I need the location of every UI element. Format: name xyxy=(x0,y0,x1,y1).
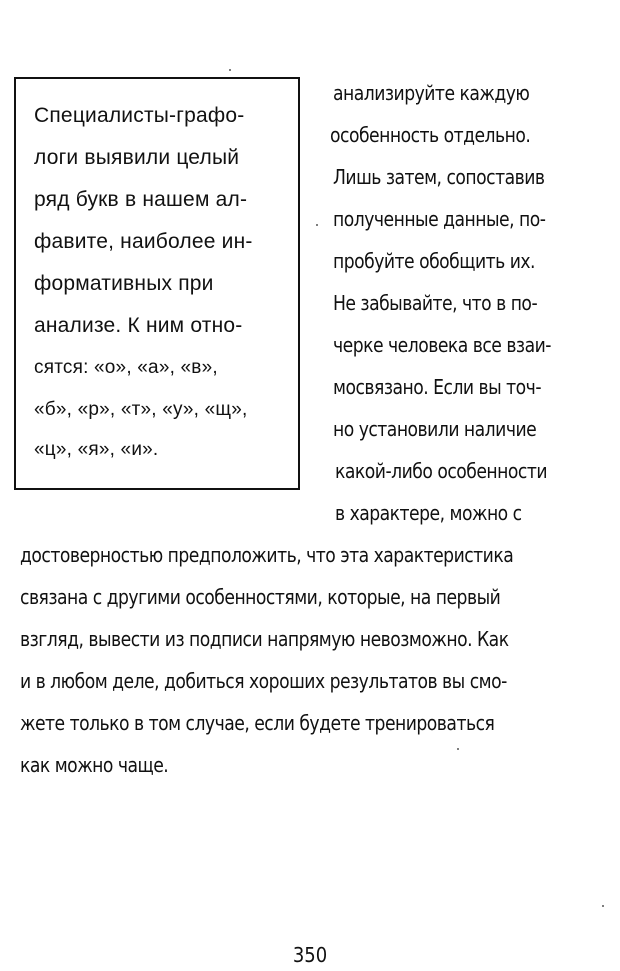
sidebar-line: логи выявили целый xyxy=(34,146,240,169)
body-text-line: пробуйте обобщить их. xyxy=(333,249,535,273)
scan-speck xyxy=(316,224,318,226)
scan-speck xyxy=(457,748,459,750)
sidebar-line: формативных при xyxy=(34,272,214,295)
body-text-line: мосвязано. Если вы точ- xyxy=(333,375,542,399)
sidebar-line: фавите, наиболее ин- xyxy=(34,230,253,253)
page-number: 350 xyxy=(292,943,328,967)
body-text-line: какой-либо особенности xyxy=(335,459,548,483)
sidebar-line: анализе. К ним отно- xyxy=(34,314,243,337)
body-text-line: особенность отдельно. xyxy=(330,123,531,147)
body-text-line: как можно чаще. xyxy=(20,753,169,777)
body-text-line: достоверностью предположить, что эта характеристика xyxy=(20,543,514,567)
body-text-line: черке человека все взаи- xyxy=(333,333,551,357)
body-text-line: и в любом деле, добиться хороших результатов вы смо- xyxy=(20,669,507,693)
body-text-line: Не забывайте, что в по- xyxy=(333,291,538,315)
sidebar-line: ряд букв в нашем ал- xyxy=(34,188,248,211)
body-text-line: но установили наличие xyxy=(333,417,537,441)
body-text-line: в характере, можно с xyxy=(335,501,522,525)
body-text-line: Лишь затем, сопоставив xyxy=(333,165,545,189)
sidebar-line: Специалисты-графо- xyxy=(34,104,245,127)
body-text-line: взгляд, вывести из подписи напрямую невозможно. Как xyxy=(20,627,509,651)
sidebar-line: «ц», «я», «и». xyxy=(34,439,159,460)
body-text-line: жете только в том случае, если будете тренироваться xyxy=(20,711,495,735)
body-text-line: полученные данные, по- xyxy=(333,207,546,231)
scan-speck xyxy=(229,69,231,71)
body-text-line: связана с другими особенностями, которые, на первый xyxy=(20,585,501,609)
sidebar-line: «б», «р», «т», «у», «щ», xyxy=(34,399,248,420)
sidebar-callout-box xyxy=(14,77,300,490)
sidebar-line: сятся: «о», «а», «в», xyxy=(34,357,218,378)
body-text-line: анализируйте каждую xyxy=(333,81,530,105)
scan-speck xyxy=(602,905,604,907)
